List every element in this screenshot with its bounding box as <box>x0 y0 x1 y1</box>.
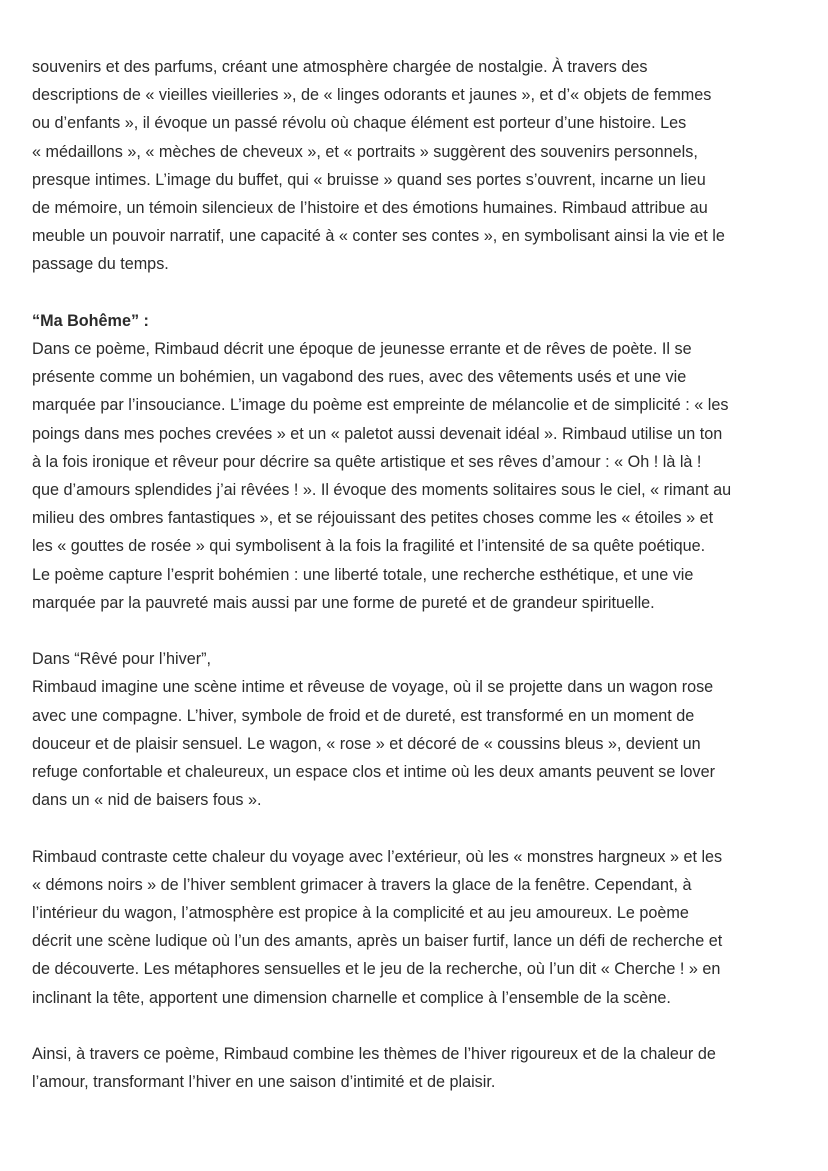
paragraph-reve-pour-l-hiver <box>32 645 804 814</box>
text-line: présente comme un bohémien, un vagabond des rues, avec des vêtements usés et une vie <box>32 368 687 387</box>
text-line: les « gouttes de rosée » qui symbolisent à la fois la fragilité et l’intensité de sa quête poétique. <box>32 537 706 556</box>
text-line: refuge confortable et chaleureux, un espace clos et intime où les deux amants peuvent se lover <box>32 763 715 782</box>
text-line: Rimbaud contraste cette chaleur du voyage avec l’extérieur, où les « monstres hargneux » et les <box>32 847 723 866</box>
text-line: « démons noirs » de l’hiver semblent grimacer à travers la glace de la fenêtre. Cependant, à <box>32 875 692 894</box>
paragraph-spacer <box>32 279 804 307</box>
text-line: inclinant la tête, apportent une dimension charnelle et complice à l’ensemble de la scène. <box>32 988 671 1007</box>
document-body <box>32 53 804 1096</box>
paragraph-contraste <box>32 843 804 1012</box>
text-line: Ainsi, à travers ce poème, Rimbaud combine les thèmes de l’hiver rigoureux et de la chaleur de <box>32 1045 716 1064</box>
text-line: marquée par la pauvreté mais aussi par une forme de pureté et de grandeur spirituelle. <box>32 593 655 612</box>
text-line: meuble un pouvoir narratif, une capacité à « conter ses contes », en symbolisant ainsi la vie et le <box>32 227 725 246</box>
text-line: douceur et de plaisir sensuel. Le wagon, « rose » et décoré de « coussins bleus », devient un <box>32 734 701 753</box>
text-line: Dans “Rêvé pour l’hiver”, <box>32 650 212 669</box>
text-line: dans un « nid de baisers fous ». <box>32 791 262 810</box>
text-line: souvenirs et des parfums, créant une atmosphère chargée de nostalgie. À travers des <box>32 58 648 76</box>
paragraph-spacer <box>32 814 804 842</box>
text-line: « médaillons », « mèches de cheveux », et « portraits » suggèrent des souvenirs personnels, <box>32 142 698 161</box>
section-heading: “Ma Bohême” : <box>32 311 149 330</box>
paragraph-spacer <box>32 617 804 645</box>
paragraph-buffet <box>32 53 804 279</box>
text-line: de mémoire, un témoin silencieux de l’histoire et des émotions humaines. Rimbaud attribue au <box>32 199 708 218</box>
text-line: marquée par l’insouciance. L’image du poème est empreinte de mélancolie et de simplicité : « les <box>32 396 729 415</box>
text-line: à la fois ironique et rêveur pour décrire sa quête artistique et ses rêves d’amour : « Oh ! là là ! <box>32 452 702 471</box>
text-line: l’amour, transformant l’hiver en une saison d’intimité et de plaisir. <box>32 1073 496 1092</box>
text-line: ou d’enfants », il évoque un passé révolu où chaque élément est porteur d’une histoire. Les <box>32 114 687 133</box>
text-line: poings dans mes poches crevées » et un « paletot aussi devenait idéal ». Rimbaud utilise un ton <box>32 424 723 443</box>
text-line: descriptions de « vieilles vieilleries », de « linges odorants et jaunes », et d’« objets de femmes <box>32 86 712 105</box>
text-line: milieu des ombres fantastiques », et se réjouissant des petites choses comme les « étoiles » et <box>32 509 714 528</box>
paragraph-spacer <box>32 1012 804 1040</box>
text-line: que d’amours splendides j’ai rêvées ! ». Il évoque des moments solitaires sous le ciel, « rimant au <box>32 481 732 500</box>
text-line: décrit une scène ludique où l’un des amants, après un baiser furtif, lance un défi de recherche et <box>32 932 723 951</box>
paragraph-conclusion <box>32 1040 804 1096</box>
text-line: presque intimes. L’image du buffet, qui « bruisse » quand ses portes s’ouvrent, incarne un lieu <box>32 170 706 189</box>
text-line: de découverte. Les métaphores sensuelles et le jeu de la recherche, où l’un dit « Cherche ! » en <box>32 960 721 979</box>
text-line: Rimbaud imagine une scène intime et rêveuse de voyage, où il se projette dans un wagon rose <box>32 678 714 697</box>
text-line: passage du temps. <box>32 255 169 274</box>
text-line: avec une compagne. L’hiver, symbole de froid et de dureté, est transformé en un moment de <box>32 706 695 725</box>
text-line: Le poème capture l’esprit bohémien : une liberté totale, une recherche esthétique, et une vie <box>32 565 694 584</box>
text-line: Dans ce poème, Rimbaud décrit une époque de jeunesse errante et de rêves de poète. Il se <box>32 340 692 359</box>
paragraph-ma-boheme <box>32 307 804 617</box>
text-line: l’intérieur du wagon, l’atmosphère est propice à la complicité et au jeu amoureux. Le poème <box>32 904 689 923</box>
